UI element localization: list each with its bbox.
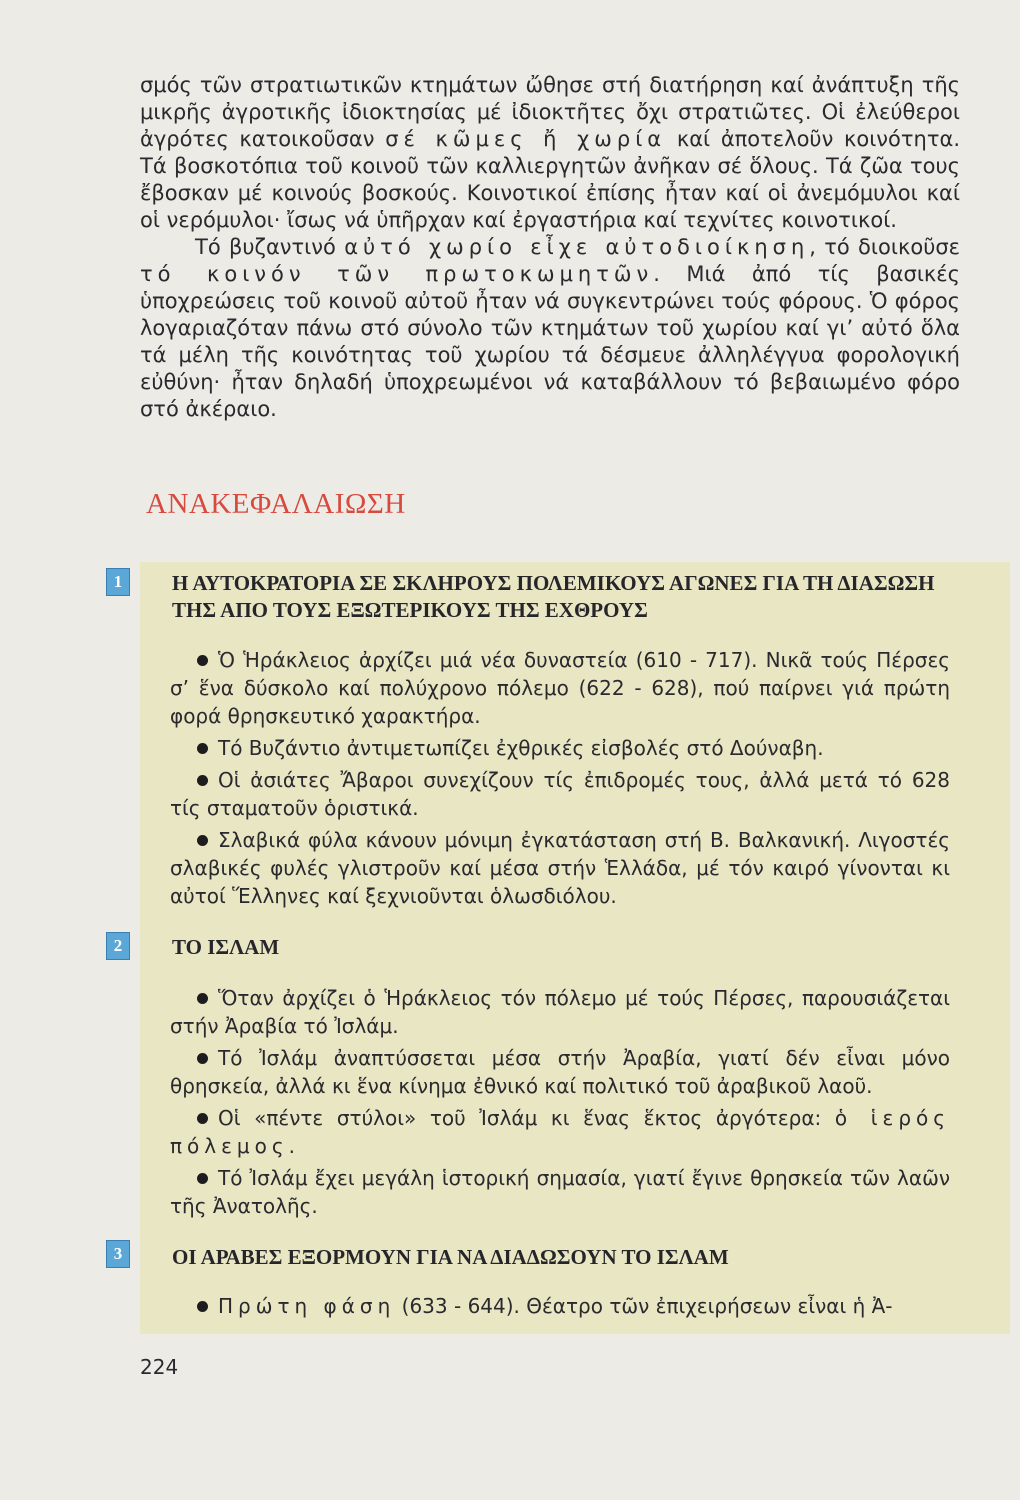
bullet-dot-icon xyxy=(197,775,208,786)
section-3-heading: ΟΙ ΑΡΑΒΕΣ ΕΞΟΡΜΟΥΝ ΓΙΑ ΝΑ ΔΙΑΔΩΣΟΥΝ ΤΟ ΙΣΛΑΜ xyxy=(172,1245,729,1269)
text-run: Ὁ Ἡράκλειος ἀρχίζει μιά νέα δυναστεία (610 - 717). Νικᾶ τούς Πέρσες σ’ ἕνα δύσκολο καί πολύχρονο πόλεμο (622 - 628), πού παίρνει γιά πρώτη φορά θρησκευτικό χαρακτήρα. xyxy=(170,648,950,728)
intro-paragraph-2 xyxy=(140,234,960,423)
spaced-emphasis: τό κοινόν τῶν πρωτοκωμητῶν xyxy=(140,262,654,286)
text-run: Οἱ ἀσιάτες Ἄβαροι συνεχίζουν τίς ἐπιδρομές τους, ἀλλά μετά τό 628 τίς σταματοῦν ὁριστικά. xyxy=(170,768,950,820)
bullet-dot-icon xyxy=(197,1173,208,1184)
intro-text xyxy=(140,72,960,423)
text-run: Ὅταν ἀρχίζει ὁ Ἡράκλειος τόν πόλεμο μέ τούς Πέρσες, παρουσιάζεται στήν Ἀραβία τό Ἰσλάμ. xyxy=(170,986,950,1038)
section-2-bullets xyxy=(170,984,950,1224)
section-2-bullet-3 xyxy=(170,1104,950,1160)
text-run: καί ἀποτελοῦν κοινότητα. Τά βοσκοτόπια τοῦ κοινοῦ τῶν καλλιεργητῶν ἀνῆκαν σέ ὅλους. Τά ζῶα τους ἔβοσκαν μέ κοινούς βοσκούς. Κοινοτικοί ἐπίσης ἦταν καί οἱ ἀνεμόμυλοι καί οἱ νερόμυλοι· ἴσως νά ὑπῆρχαν καί ἐργαστήρια καί τεχνίτες κοινοτικοί. xyxy=(140,127,960,232)
section-1-bullets xyxy=(170,646,950,914)
section-2-heading: ΤΟ ΙΣΛΑΜ xyxy=(172,935,280,959)
section-3-bullets xyxy=(170,1292,950,1324)
text-run: Τό Ἰσλάμ ἀναπτύσσεται μέσα στήν Ἀραβία, γιατί δέν εἶναι μόνο θρησκεία, ἀλλά κι ἕνα κίνημα ἐθνικό καί πολιτικό τοῦ ἀραβικοῦ λαοῦ. xyxy=(170,1046,950,1098)
text-run: Σλαβικά φύλα κάνουν μόνιμη ἐγκατάσταση στή Β. Βαλκανική. Λιγοστές σλαβικές φυλές γλιστροῦν καί μέσα στήν Ἑλλάδα, μέ τόν καιρό γίνονται κι αὐτοί Ἕλληνες καί ξεχνιοῦνται ὁλωσδιόλου. xyxy=(170,828,950,908)
section-2-number-badge: 2 xyxy=(106,932,130,960)
section-2-bullet-2 xyxy=(170,1044,950,1100)
spaced-emphasis: αὐτό χωρίο εἶχε αὐτοδιοίκηση xyxy=(344,235,810,259)
bullet-dot-icon xyxy=(197,1301,208,1312)
section-2-bullet-4 xyxy=(170,1164,950,1220)
text-run: , τό διοικοῦσε xyxy=(809,235,961,259)
spaced-emphasis: ὁ ἱερός πόλεμος xyxy=(170,1106,951,1158)
bullet-dot-icon xyxy=(197,1113,208,1124)
section-1-number-badge: 1 xyxy=(106,568,130,596)
spaced-emphasis: σέ κῶμες ἤ χωρία xyxy=(385,127,667,151)
text-run: Τό Βυζάντιο ἀντιμετωπίζει ἐχθρικές εἰσβολές στό Δούναβη. xyxy=(218,736,824,760)
bullet-dot-icon xyxy=(197,743,208,754)
bullet-dot-icon xyxy=(197,1053,208,1064)
bullet-dot-icon xyxy=(197,835,208,846)
section-2-bullet-1 xyxy=(170,984,950,1040)
page-number: 224 xyxy=(140,1355,179,1379)
section-1-bullet-1 xyxy=(170,646,950,730)
summary-title: ΑΝΑΚΕΦΑΛΑΙΩΣΗ xyxy=(146,488,406,520)
text-run: . xyxy=(288,1134,295,1158)
text-run: Οἱ «πέντε στύλοι» τοῦ Ἰσλάμ κι ἕνας ἕκτος ἀργότερα: xyxy=(218,1106,835,1130)
text-run: Τό βυζαντινό xyxy=(195,235,345,259)
bullet-dot-icon xyxy=(197,655,208,666)
text-run: (633 - 644). Θέατρο τῶν ἐπιχειρήσεων εἶναι ἡ Ἀ- xyxy=(395,1294,893,1318)
text-run: Τό Ἰσλάμ ἔχει μεγάλη ἱστορική σημασία, γιατί ἔγινε θρησκεία τῶν λαῶν τῆς Ἀνατολῆς. xyxy=(170,1166,950,1218)
text-run: . Μιά ἀπό τίς βασικές ὑποχρεώσεις τοῦ κοινοῦ αὐτοῦ ἦταν νά συγκεντρώνει τούς φόρους. Ὁ φόρος λογαριαζόταν πάνω στό σύνολο τῶν κτημάτων τοῦ χωρίου καί γι’ αὐτό ὅλα τά μέλη τῆς κοινότητας τοῦ χωρίου τά δέσμευε ἀλληλέγγυα φορολογική εὐθύνη· ἦταν δηλαδή ὑποχρεωμένοι νά καταβάλλουν τό βεβαιωμένο φόρο στό ἀκέραιο. xyxy=(140,262,960,421)
text-run: σμός τῶν στρατιωτικῶν κτημάτων ὤθησε στή διατήρηση καί ἀνάπτυξη τῆς μικρῆς ἀγροτικῆς ἰδιοκτησίας μέ ἰδιοκτῆτες ὄχι στρατιῶτες. Οἱ ἐλεύθεροι ἀγρότες κατοικοῦσαν xyxy=(140,73,960,151)
bullet-dot-icon xyxy=(197,993,208,1004)
spaced-emphasis: Πρώτη φάση xyxy=(218,1294,396,1318)
intro-paragraph-1 xyxy=(140,72,960,234)
section-3-bullet-1 xyxy=(170,1292,950,1320)
section-1-heading: Η ΑΥΤΟΚΡΑΤΟΡΙΑ ΣΕ ΣΚΛΗΡΟΥΣ ΠΟΛΕΜΙΚΟΥΣ ΑΓΩΝΕΣ ΓΙΑ ΤΗ ΔΙΑΣΩΣΗ ΤΗΣ ΑΠΟ ΤΟΥΣ ΕΞΩΤΕΡΙΚΟΥΣ ΤΗΣ ΕΧΘΡΟΥΣ xyxy=(172,571,935,622)
section-1-bullet-2 xyxy=(170,734,950,762)
section-1-bullet-3 xyxy=(170,766,950,822)
section-1-bullet-4 xyxy=(170,826,950,910)
section-3-number-badge: 3 xyxy=(106,1240,130,1268)
